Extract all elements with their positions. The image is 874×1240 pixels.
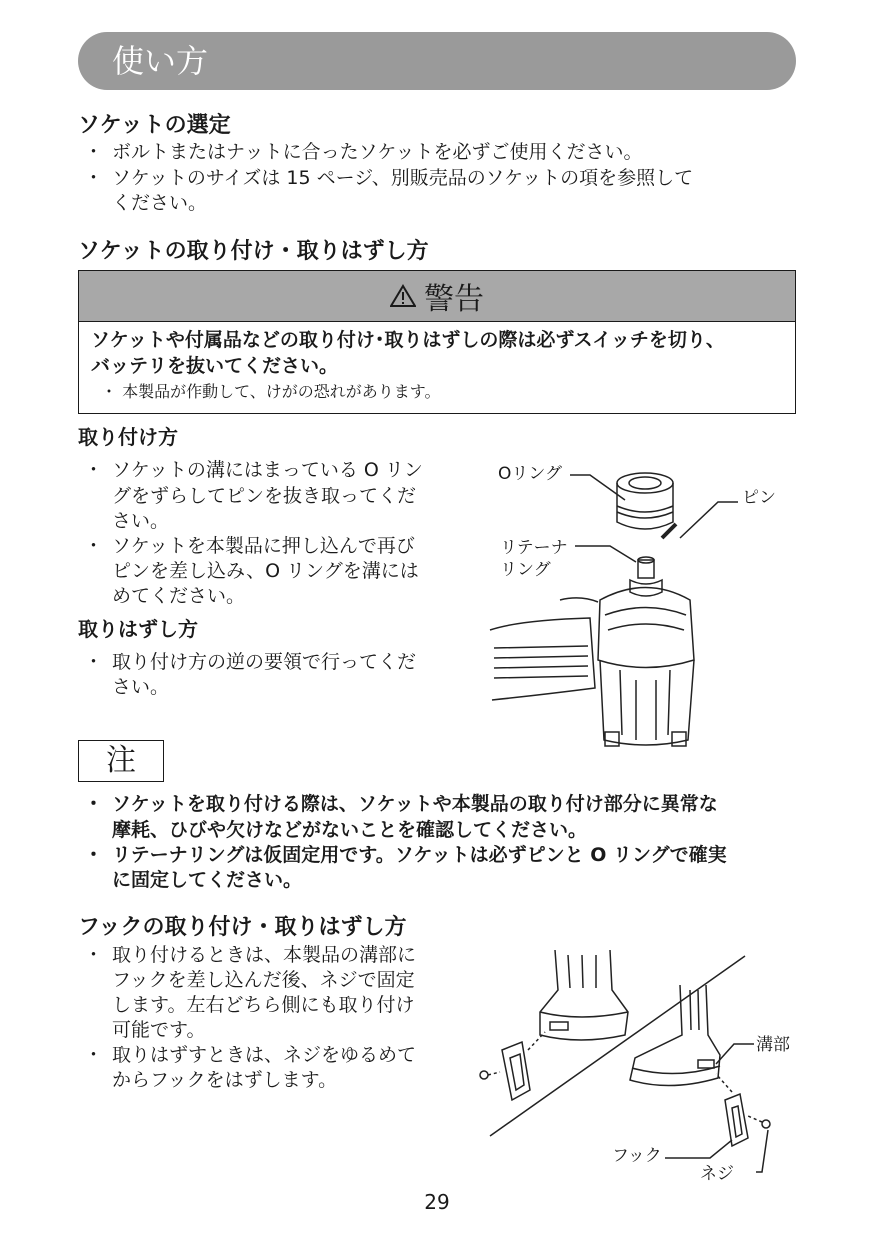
label-pin: ピン: [742, 488, 776, 508]
list-item-continuation: 可能です。: [112, 1019, 206, 1041]
list-item-continuation: します。左右どちら側にも取り付け: [112, 994, 415, 1016]
list-item: ・ リテーナリングは仮固定用です。ソケットは必ずピンと O リングで確実: [84, 844, 727, 866]
list-item-continuation: さい。: [112, 510, 170, 532]
list-item-continuation: に固定してください。: [112, 869, 303, 891]
note-label-box: 注: [78, 740, 164, 782]
warning-header: [79, 271, 795, 322]
list-item-continuation: ください。: [112, 192, 208, 214]
list-item-continuation: ピンを差し込み、O リングを溝には: [112, 560, 419, 582]
label-retainer-ring-1: リテーナ: [500, 538, 568, 558]
page-title: 使い方: [112, 42, 209, 80]
warning-body: ソケットや付属品などの取り付け･取りはずしの際は必ずスイッチを切り、 バッテリを抜いてください。: [91, 329, 725, 377]
list-item-continuation: フックを差し込んだ後、ネジで固定: [112, 969, 415, 991]
label-o-ring: Oリング: [498, 464, 563, 484]
list-item-continuation: めてください。: [112, 585, 246, 607]
list-item-continuation: 摩耗、ひびや欠けなどがないことを確認してください。: [112, 819, 588, 841]
heading-socket-attach: ソケットの取り付け・取りはずし方: [78, 239, 429, 264]
warning-box: [78, 270, 796, 414]
list-item-continuation: さい。: [112, 676, 170, 698]
list-item: ・ ソケットを本製品に押し込んで再び: [84, 535, 415, 557]
heading-hook: フックの取り付け・取りはずし方: [78, 915, 407, 940]
label-hook: フック: [612, 1146, 662, 1166]
label-screw: ネジ: [700, 1164, 734, 1184]
list-item: ・ ボルトまたはナットに合ったソケットを必ずご使用ください。: [84, 141, 643, 163]
list-item: ・ ソケットの溝にはまっている O リン: [84, 459, 423, 481]
hook-attachment-illustration: [470, 940, 800, 1180]
list-item: ・ 取りはずすときは、ネジをゆるめて: [84, 1044, 417, 1066]
list-item: ・ 取り付け方の逆の要領で行ってくだ: [84, 651, 417, 673]
heading-socket-select: ソケットの選定: [78, 113, 231, 138]
warning-note: ・ 本製品が作動して、けがの恐れがあります。: [101, 382, 441, 401]
page-number: 29: [424, 1190, 450, 1214]
list-item-continuation: からフックをはずします。: [112, 1069, 338, 1091]
list-item: ・ ソケットを取り付ける際は、ソケットや本製品の取り付け部分に異常な: [84, 793, 718, 815]
warning-title: 警告: [424, 282, 484, 317]
list-item-continuation: グをずらしてピンを抜き取ってくだ: [112, 485, 417, 507]
list-item: ・ ソケットのサイズは 15 ページ、別販売品のソケットの項を参照して: [84, 167, 694, 189]
warning-triangle-icon: [390, 284, 416, 308]
label-groove: 溝部: [756, 1035, 790, 1055]
list-item: ・ 取り付けるときは、本製品の溝部に: [84, 944, 417, 966]
heading-attach: 取り付け方: [78, 425, 178, 449]
label-retainer-ring-2: リング: [500, 560, 551, 580]
heading-detach: 取りはずし方: [78, 617, 198, 641]
